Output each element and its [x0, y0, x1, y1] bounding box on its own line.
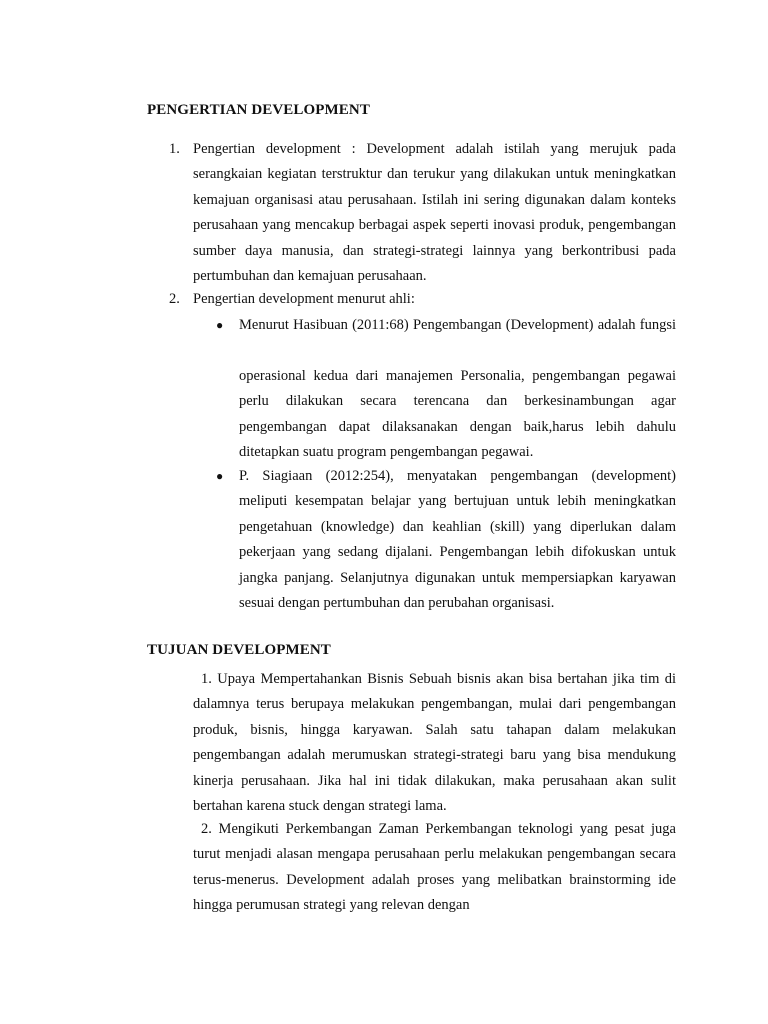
bullet-icon: ● [216, 469, 224, 483]
tujuan-item-1-text: 1. Upaya Mempertahankan Bisnis Sebuah bisnis akan bisa bertahan jika tim di dalamnya terus berupaya melakukan pengembangan, mulai dari pengembangan produk, bisnis, hingga karyawan. Salah satu tahapan dalam melakukan pengembangan adalah merumuskan strategi-strategi baru yang bisa mendukung kinerja perusahaan. Jika hal ini tidak dilakukan, maka perusahaan akan sulit bertahan karena stuck dengan strategi lama. [193, 671, 676, 815]
list-item-1-text: Pengertian development : Development adalah istilah yang merujuk pada serangkaian kegiatan terstruktur dan terukur yang dilakukan untuk meningkatkan kemajuan organisasi atau perusahaan. Istilah ini sering digunakan dalam konteks perusahaan yang mencakup berbagai aspek seperti inovasi produk, pengembangan sumber daya manusia, dan strategi-strategi lainnya yang berkontribusi pada pertumbuhan dan kemajuan perusahaan. [193, 141, 676, 285]
tujuan-item-2-text: 2. Mengikuti Perkembangan Zaman Perkembangan teknologi yang pesat juga turut menjadi alasan mengapa perusahaan perlu melakukan pengembangan secara terus-menerus. Development adalah proses yang melibatkan brainstorming ide hingga perumusan strategi yang relevan dengan [193, 821, 676, 914]
list-number-1: 1. [169, 141, 180, 157]
section-heading-tujuan: TUJUAN DEVELOPMENT [147, 642, 331, 658]
bullet-icon: ● [216, 318, 224, 332]
list-number-2: 2. [169, 291, 180, 307]
bullet-2-text: P. Siagiaan (2012:254), menyatakan pengembangan (development) meliputi kesempatan belajar yang bertujuan untuk lebih meningkatkan pengetahuan (knowledge) dan keahlian (skill) yang diperlukan dalam pekerjaan yang sedang dijalani. Pengembangan lebih difokuskan untuk jangka panjang. Selanjutnya digunakan untuk mempersiapkan karyawan sesuai dengan pertumbuhan dan perubahan organisasi. [239, 468, 676, 612]
bullet-1-first-line: Menurut Hasibuan (2011:68) Pengembangan (Development) adalah fungsi [239, 317, 676, 333]
section-heading-pengertian: PENGERTIAN DEVELOPMENT [147, 102, 370, 118]
bullet-1-text: operasional kedua dari manajemen Personalia, pengembangan pegawai perlu dilakukan secara terencana dan berkesinambungan agar pengembangan dapat dilaksanakan dengan baik,harus lebih dahulu ditetapkan suatu program pengembangan pegawai. [239, 368, 676, 461]
list-item-2-text: Pengertian development menurut ahli: [193, 291, 415, 307]
